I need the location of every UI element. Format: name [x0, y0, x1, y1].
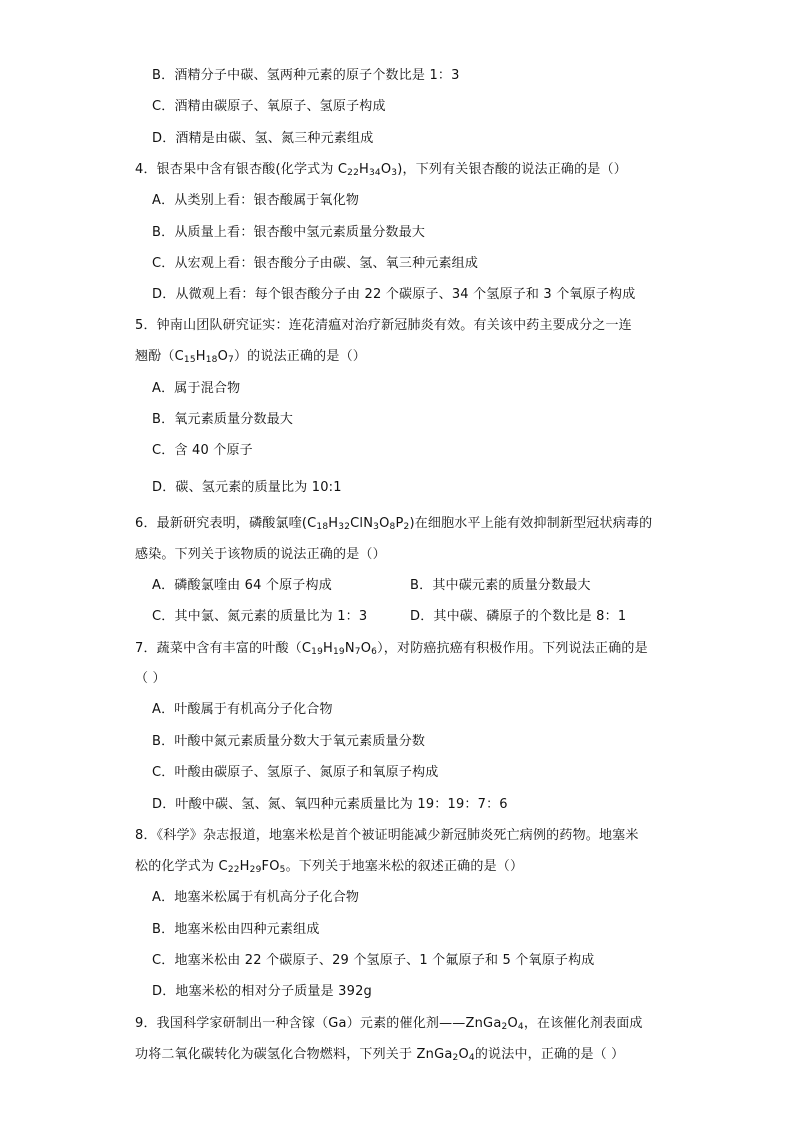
q8-option-c: C．地塞米松由 22 个碳原子、29 个氢原子、1 个氟原子和 5 个氧原子构成	[152, 953, 595, 968]
q8-option-b: B．地塞米松由四种元素组成	[152, 922, 320, 937]
q5-option-c: C．含 40 个原子	[152, 443, 253, 458]
q6-option-a: A．磷酸氯喹由 64 个原子构成	[152, 578, 332, 593]
q4-option-a: A．从类别上看：银杏酸属于氧化物	[152, 193, 360, 208]
question-5-stem-cont: 翘酚$(C_{15}H_{18}O_7)$的说法正确的是（）	[135, 349, 366, 365]
q8-option-a: A．地塞米松属于有机高分子化合物	[152, 890, 360, 905]
q4-option-c: C．从宏观上看：银杏酸分子由碳、氢、氧三种元素组成	[152, 256, 479, 271]
q3-option-b: B．酒精分子中碳、氢两种元素的原子个数比是 1：3	[152, 68, 460, 83]
question-9-stem-cont: 功将二氧化碳转化为碳氢化合物燃料，下列关于 $ZnGa_2O_4$的说法中，正确的是（ ）	[135, 1047, 625, 1063]
q6-option-c: C．其中氯、氮元素的质量比为 1：3	[152, 609, 368, 624]
q5-option-a: A．属于混合物	[152, 381, 241, 396]
q7-option-c: C．叶酸由碳原子、氢原子、氮原子和氧原子构成	[152, 765, 439, 780]
q4-option-b: B．从质量上看：银杏酸中氢元素质量分数最大	[152, 225, 426, 240]
q7-option-a: A．叶酸属于有机高分子化合物	[152, 702, 333, 717]
question-7-stem: 7．蔬菜中含有丰富的叶酸$(C_{19}H_{19}N_7O_6)$，对防癌抗癌有积极作用。下列说法正确的是	[135, 641, 648, 657]
q3-option-d: D．酒精是由碳、氢、氮三种元素组成	[152, 131, 374, 146]
question-9-stem: 9．我国科学家研制出一种含镓（Ga）元素的催化剂$——ZnGa_2O_4$，在该催化剂表面成	[135, 1016, 643, 1032]
question-7-answer-blank: （ ）	[135, 671, 166, 686]
question-8-stem-cont: 松的化学式为 $C_{22}H_{29}FO_5$。下列关于地塞米松的叙述正确的是（）	[135, 859, 524, 875]
q7-option-b: B．叶酸中氮元素质量分数大于氧元素质量分数	[152, 734, 426, 749]
q7-option-d: D．叶酸中碳、氢、氮、氧四种元素质量比为 19：19：7：6	[152, 797, 508, 812]
question-5-stem: 5．钟南山团队研究证实：连花清瘟对治疗新冠肺炎有效。有关该中药主要成分之一连	[135, 318, 632, 333]
q8-option-d: D．地塞米松的相对分子质量是 392g	[152, 984, 373, 999]
q5-option-b: B．氧元素质量分数最大	[152, 412, 294, 427]
q4-option-d: D．从微观上看：每个银杏酸分子由 22 个碳原子、34 个氢原子和 3 个氧原子构成	[152, 287, 636, 302]
q3-option-c: C．酒精由碳原子、氧原子、氢原子构成	[152, 99, 386, 114]
q5-option-d: D．碳、氢元素的质量比为 10:1	[152, 480, 342, 495]
question-6-stem-cont: 感染。下列关于该物质的说法正确的是（）	[135, 547, 386, 562]
question-6-stem: 6．最新研究表明，磷酸氯喹$(C_{18}H_{32}ClN_3O_8P_2)$在细胞水平上能有效抑制新型冠状病毒的	[135, 516, 653, 532]
q6-option-b: B．其中碳元素的质量分数最大	[410, 578, 591, 593]
q6-option-d: D．其中碳、磷原子的个数比是 8：1	[410, 609, 627, 624]
question-4-stem: 4．银杏果中含有银杏酸(化学式为 $C_{22}H_{34}O_3$)，下列有关银杏酸的说法正确的是（）	[135, 162, 627, 178]
question-8-stem: 8．《科学》杂志报道，地塞米松是首个被证明能减少新冠肺炎死亡病例的药物。地塞米	[135, 828, 639, 843]
